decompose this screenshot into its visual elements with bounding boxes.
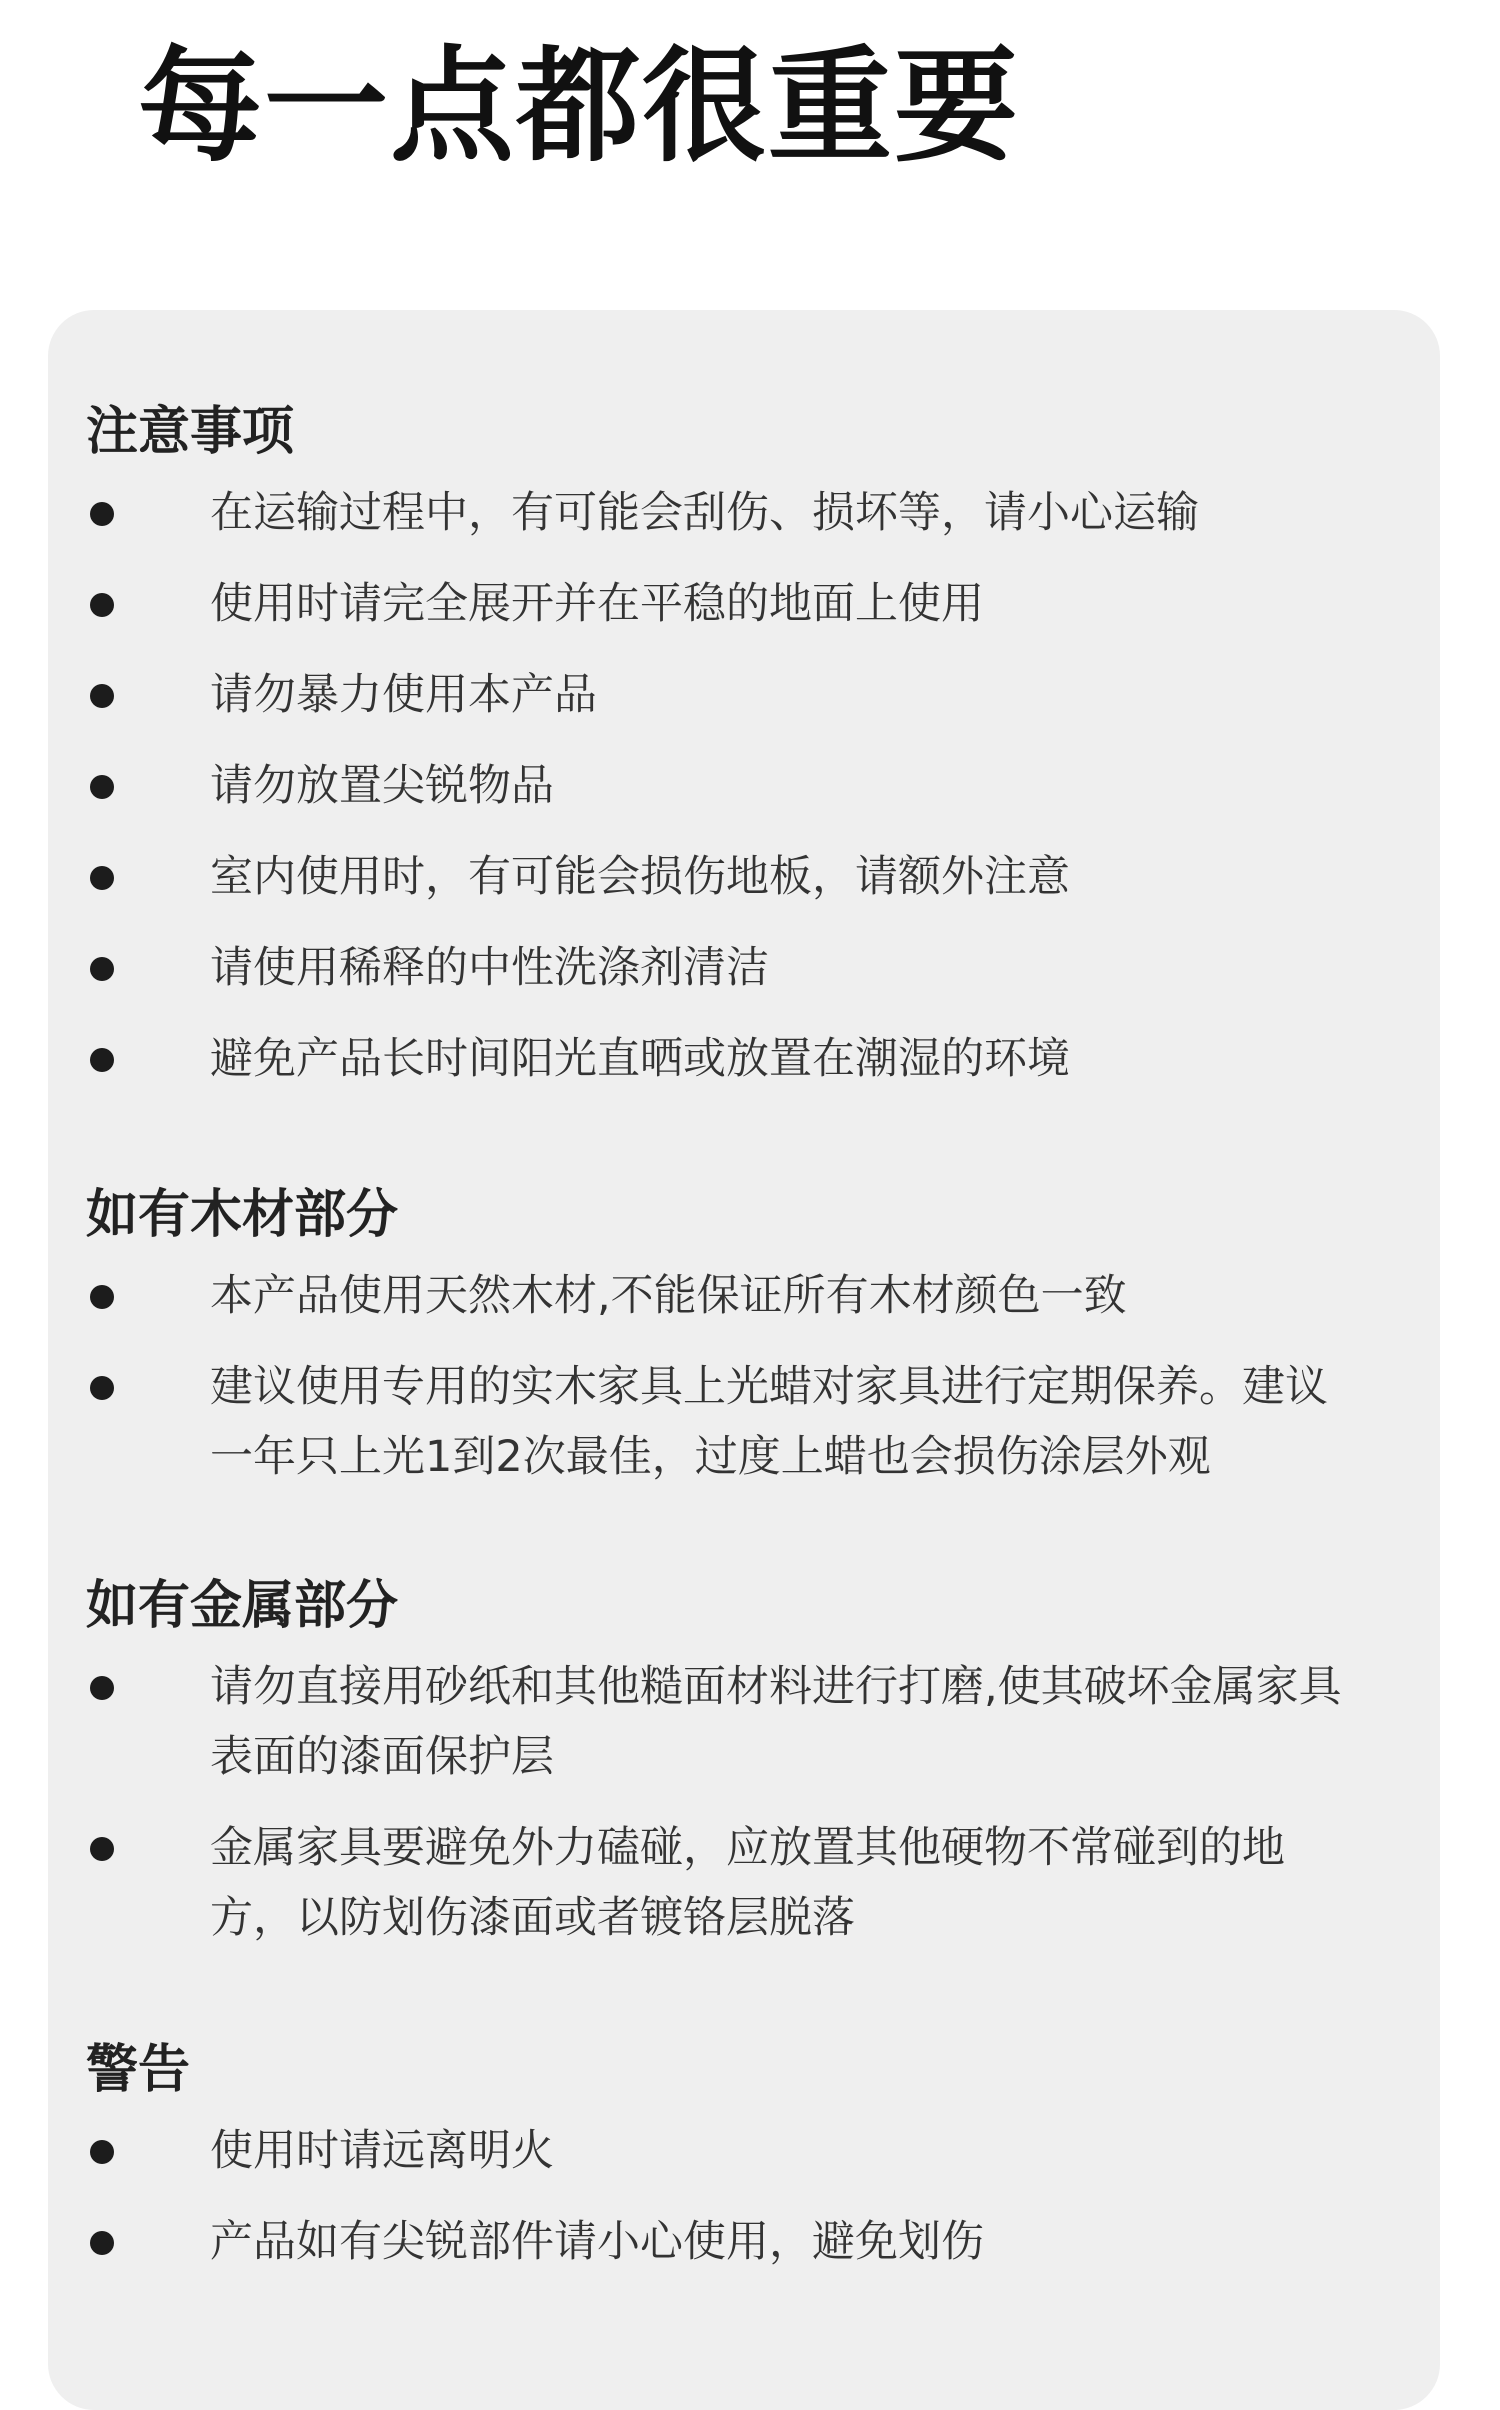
list-item-text: 建议使用专用的实木家具上光蜡对家具进行定期保养。建议一年只上光1到2次最佳，过度上蜡也会损伤涂层外观 bbox=[210, 1362, 1328, 1482]
section-wood-parts bbox=[86, 1169, 1346, 1513]
section-heading: 警告 bbox=[86, 2040, 191, 2100]
bullet-icon bbox=[90, 1837, 114, 1861]
list-item-text: 请使用稀释的中性洗涤剂清洁 bbox=[210, 943, 769, 993]
list-item bbox=[86, 1024, 1346, 1094]
bullet-icon bbox=[90, 1048, 114, 1072]
page-title: 每一点都很重要 bbox=[138, 35, 1021, 179]
section-heading: 如有木材部分 bbox=[86, 1185, 399, 1245]
bullet-icon bbox=[90, 1285, 114, 1309]
list-item bbox=[86, 2116, 1346, 2186]
bullet-icon bbox=[90, 2231, 114, 2255]
list-item bbox=[86, 478, 1346, 548]
list-item bbox=[86, 933, 1346, 1003]
list-item-text: 室内使用时，有可能会损伤地板，请额外注意 bbox=[210, 852, 1070, 902]
bullet-icon bbox=[90, 2140, 114, 2164]
bullet-icon bbox=[90, 593, 114, 617]
section-precautions bbox=[86, 386, 1346, 1115]
section-warnings bbox=[86, 2024, 1346, 2298]
list-item-text: 请勿直接用砂纸和其他糙面材料进行打磨,使其破坏金属家具表面的漆面保护层 bbox=[210, 1662, 1342, 1782]
section-metal-parts bbox=[86, 1560, 1346, 1974]
list-item-text: 避免产品长时间阳光直晒或放置在潮湿的环境 bbox=[210, 1034, 1070, 1084]
list-item-text: 产品如有尖锐部件请小心使用，避免划伤 bbox=[210, 2217, 984, 2267]
list-item bbox=[86, 1652, 1346, 1792]
list-item bbox=[86, 1352, 1346, 1492]
list-item bbox=[86, 2207, 1346, 2277]
list-item-text: 在运输过程中，有可能会刮伤、损坏等，请小心运输 bbox=[210, 488, 1199, 538]
list-item bbox=[86, 660, 1346, 730]
list-item-text: 使用时请完全展开并在平稳的地面上使用 bbox=[210, 579, 984, 629]
list-item bbox=[86, 1261, 1346, 1331]
bullet-icon bbox=[90, 775, 114, 799]
section-heading: 如有金属部分 bbox=[86, 1576, 399, 1636]
list-item bbox=[86, 569, 1346, 639]
list-item-text: 金属家具要避免外力磕碰，应放置其他硬物不常碰到的地方，以防划伤漆面或者镀铬层脱落 bbox=[210, 1823, 1285, 1943]
bullet-icon bbox=[90, 684, 114, 708]
bullet-icon bbox=[90, 1376, 114, 1400]
section-heading: 注意事项 bbox=[86, 402, 295, 462]
bullet-icon bbox=[90, 957, 114, 981]
bullet-icon bbox=[90, 866, 114, 890]
list-item bbox=[86, 751, 1346, 821]
list-item-text: 使用时请远离明火 bbox=[210, 2126, 554, 2176]
list-item-text: 本产品使用天然木材,不能保证所有木材颜色一致 bbox=[210, 1271, 1127, 1321]
bullet-icon bbox=[90, 1676, 114, 1700]
list-item bbox=[86, 1813, 1346, 1953]
list-item-text: 请勿暴力使用本产品 bbox=[210, 670, 597, 720]
list-item-text: 请勿放置尖锐物品 bbox=[210, 761, 554, 811]
bullet-icon bbox=[90, 502, 114, 526]
list-item bbox=[86, 842, 1346, 912]
